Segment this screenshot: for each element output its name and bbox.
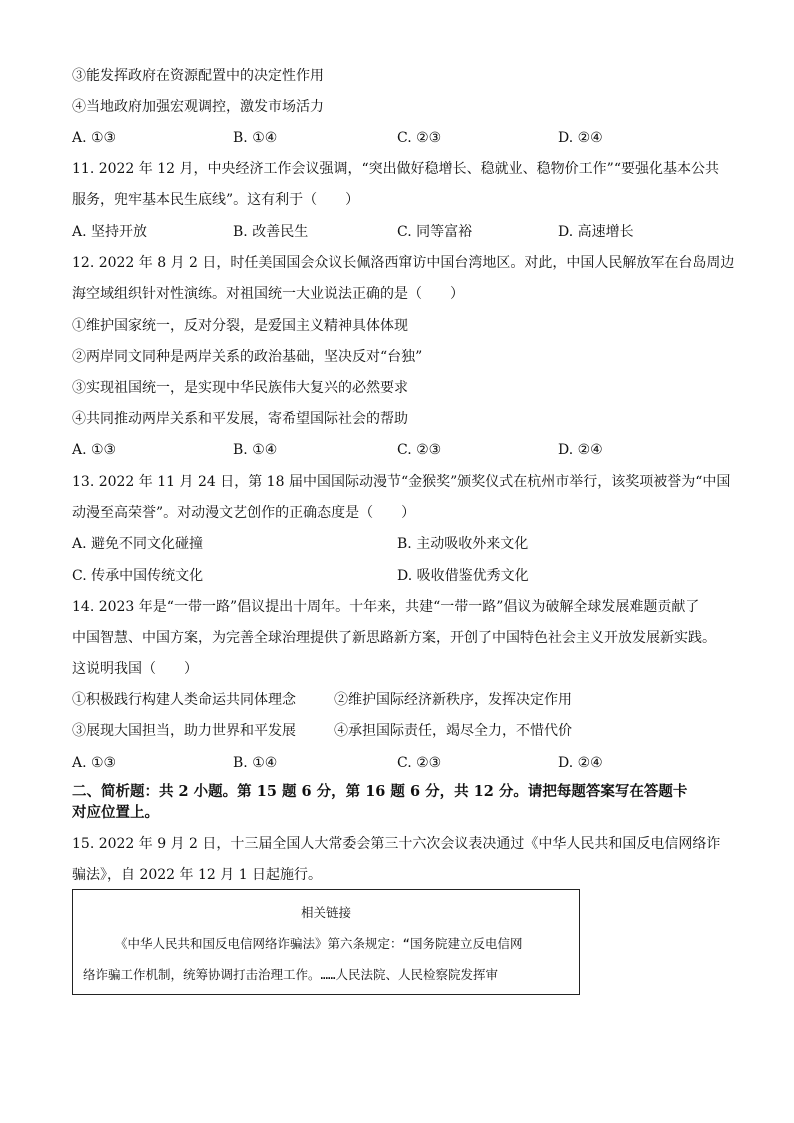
option-c: C. ②③ bbox=[397, 755, 442, 771]
section2-heading-line2: 对应位置上。 bbox=[72, 804, 159, 821]
option-c: C. ②③ bbox=[397, 442, 442, 458]
option-b: B. ①④ bbox=[233, 442, 278, 458]
option-d: D. ②④ bbox=[558, 442, 603, 458]
q12-statement-3: ③实现祖国统一，是实现中华民族伟大复兴的必然要求 bbox=[72, 380, 408, 396]
q15-stem-line1: 15. 2022 年 9 月 2 日，十三届全国人大常委会第三十六次会议表决通过《中华人民共和国反电信网络诈 bbox=[72, 836, 721, 852]
q15-stem-line2: 骗法》，自 2022 年 12 月 1 日起施行。 bbox=[72, 867, 323, 883]
option-d: D. 吸收借鉴优秀文化 bbox=[397, 568, 529, 584]
q13-stem-line2: 动漫至高荣誉”。对动漫文艺创作的正确态度是（ ） bbox=[72, 505, 416, 521]
q12-statement-1: ①维护国家统一，反对分裂，是爱国主义精神具体体现 bbox=[72, 318, 408, 334]
q10-statement-4: ④当地政府加强宏观调控，激发市场活力 bbox=[72, 99, 324, 115]
q14-stem-line2: 中国智慧、中国方案，为完善全球治理提供了新思路新方案，开创了中国特色社会主义开放发展新实践。 bbox=[72, 630, 716, 646]
q11-stem-line1: 11. 2022 年 12 月，中央经济工作会议强调，“突出做好稳增长、稳就业、稳物价工作”“要强化基本公共 bbox=[72, 161, 719, 177]
section2-heading-line1: 二、简析题：共 2 小题。第 15 题 6 分，第 16 题 6 分，共 12 分。请把每题答案写在答题卡 bbox=[72, 783, 688, 800]
option-c: C. ②③ bbox=[397, 130, 442, 146]
option-c: C. 同等富裕 bbox=[397, 224, 473, 240]
related-link-line2: 络诈骗工作机制，统筹协调打击治理工作。……人民法院、人民检察院发挥审 bbox=[83, 967, 499, 982]
q11-stem-line2: 服务，兜牢基本民生底线”。这有利于（ ） bbox=[72, 192, 360, 208]
option-d: D. ②④ bbox=[558, 130, 603, 146]
option-c: C. 传承中国传统文化 bbox=[72, 568, 204, 584]
related-link-title: 相关链接 bbox=[301, 905, 352, 920]
related-link-line1: 《中华人民共和国反电信网络诈骗法》第六条规定：“国务院建立反电信网 bbox=[115, 936, 523, 951]
q12-stem-line2: 海空域组织针对性演练。对祖国统一大业说法正确的是（ ） bbox=[72, 286, 464, 302]
related-link-box bbox=[72, 889, 580, 995]
q14-statement-2: ②维护国际经济新秩序，发挥决定作用 bbox=[334, 692, 572, 708]
option-b: B. ①④ bbox=[233, 755, 278, 771]
q14-stem-line1: 14. 2023 年是“一带一路”倡议提出十周年。十年来，共建“一带一路”倡议为破解全球发展难题贡献了 bbox=[72, 599, 700, 615]
q14-stem-line3: 这说明我国（ ） bbox=[72, 661, 198, 677]
option-a: A. 坚持开放 bbox=[72, 224, 148, 240]
option-a: A. ①③ bbox=[72, 755, 117, 771]
option-b: B. 改善民生 bbox=[233, 224, 309, 240]
option-a: A. ①③ bbox=[72, 130, 117, 146]
option-a: A. 避免不同文化碰撞 bbox=[72, 536, 204, 552]
option-b: B. ①④ bbox=[233, 130, 278, 146]
option-d: D. ②④ bbox=[558, 755, 603, 771]
q13-stem-line1: 13. 2022 年 11 月 24 日，第 18 届中国国际动漫节“金猴奖”颁奖仪式在杭州市举行，该奖项被誉为“中国 bbox=[72, 474, 731, 490]
option-a: A. ①③ bbox=[72, 442, 117, 458]
q12-stem-line1: 12. 2022 年 8 月 2 日，时任美国国会众议长佩洛西窜访中国台湾地区。对此，中国人民解放军在台岛周边 bbox=[72, 255, 735, 271]
option-b: B. 主动吸收外来文化 bbox=[397, 536, 529, 552]
q14-statement-4: ④承担国际责任，竭尽全力，不惜代价 bbox=[334, 723, 572, 739]
q12-statement-4: ④共同推动两岸关系和平发展，寄希望国际社会的帮助 bbox=[72, 411, 408, 427]
option-d: D. 高速增长 bbox=[558, 224, 634, 240]
q14-statement-3: ③展现大国担当，助力世界和平发展 bbox=[72, 723, 296, 739]
q14-statement-1: ①积极践行构建人类命运共同体理念 bbox=[72, 692, 296, 708]
q10-statement-3: ③能发挥政府在资源配置中的决定性作用 bbox=[72, 68, 324, 84]
q12-statement-2: ②两岸同文同种是两岸关系的政治基础，坚决反对“台独” bbox=[72, 349, 423, 365]
